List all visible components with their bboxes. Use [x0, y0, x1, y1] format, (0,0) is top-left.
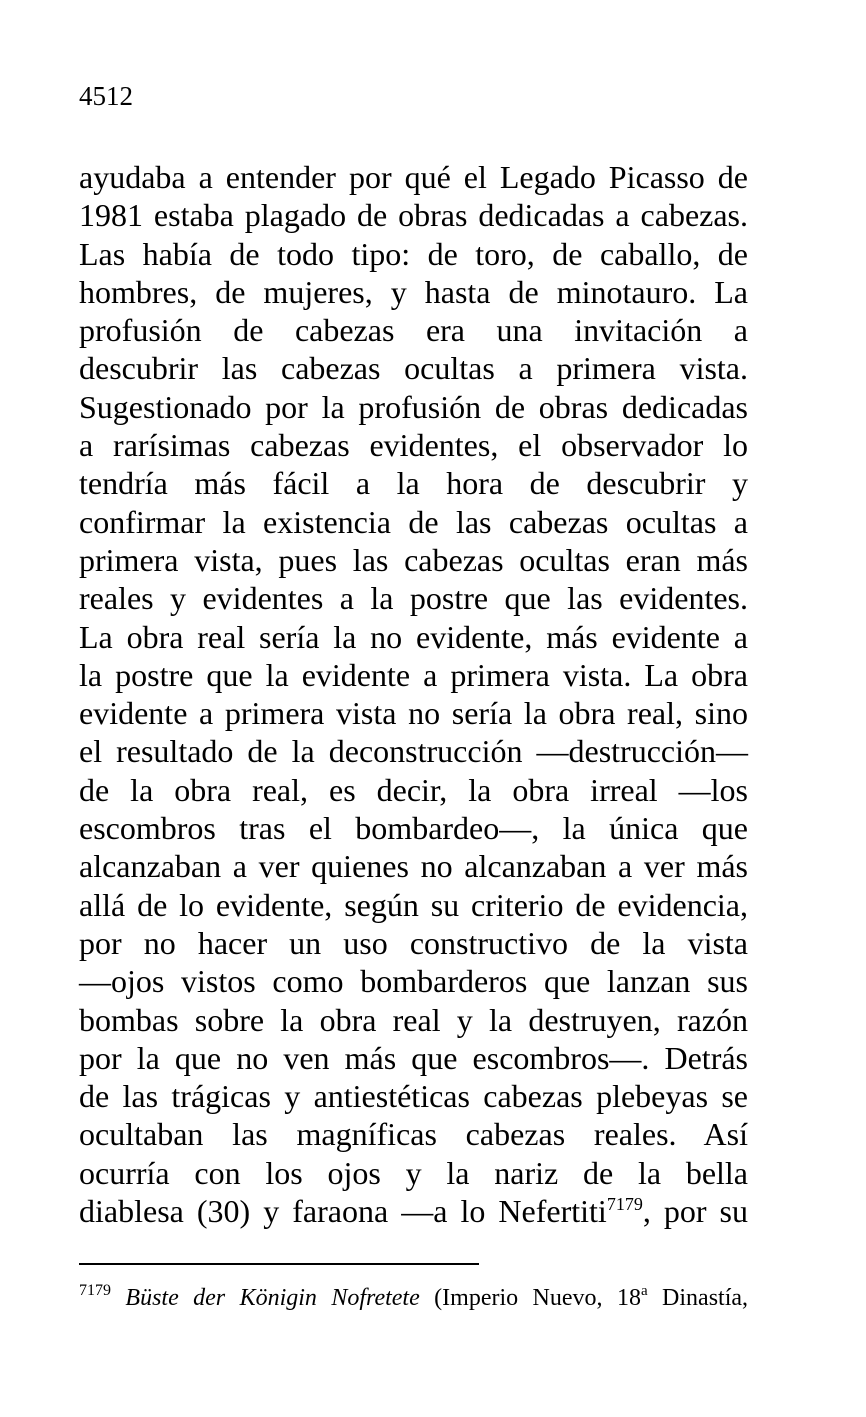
- text-line: primera vista, pues las cabezas ocultas eran más: [79, 541, 748, 578]
- text-line: 1981 estaba plagado de obras dedicadas a cabezas.: [79, 197, 748, 234]
- text-line: bombas sobre la obra real y la destruyen, razón: [79, 1001, 748, 1038]
- text-line: —ojos vistos como bombarderos que lanzan sus: [79, 963, 748, 1000]
- text-line: La obra real sería la no evidente, más evidente a: [79, 618, 748, 655]
- text-line: allá de lo evidente, según su criterio de evidencia,: [79, 886, 748, 923]
- text-line: de las trágicas y antiestéticas cabezas plebeyas se: [79, 1078, 748, 1115]
- text-line: ocurría con los ojos y la nariz de la bella: [79, 1154, 748, 1191]
- text-line: escombros tras el bombardeo—, la única que: [79, 810, 748, 847]
- text-line: alcanzaban a ver quienes no alcanzaban a ver más: [79, 848, 748, 885]
- text-line: ocultaban las magníficas cabezas reales. Así: [79, 1116, 748, 1153]
- footnote-text: Dinastía,: [647, 1285, 749, 1311]
- ordinal-indicator: a: [640, 1283, 648, 1299]
- text-line: por la que no ven más que escombros—. Detrás: [79, 1039, 748, 1076]
- text-segment: , por su: [642, 1193, 749, 1230]
- page-number: 4512: [79, 81, 133, 111]
- text-line: de la obra real, es decir, la obra irreal —los: [79, 771, 748, 808]
- footnote: [79, 1280, 748, 1316]
- body-text: [79, 158, 748, 1230]
- text-line: profusión de cabezas era una invitación a: [79, 312, 748, 349]
- text-line: por no hacer un uso constructivo de la vista: [79, 924, 748, 961]
- text-line-with-footnote-ref: [79, 1192, 748, 1230]
- text-line: el resultado de la deconstrucción —destrucción—: [79, 733, 748, 770]
- text-line: reales y evidentes a la postre que las evidentes.: [79, 580, 748, 617]
- text-segment: diablesa (30) y faraona —a lo Nefertiti: [79, 1193, 607, 1230]
- footnote-text: (Imperio Nuevo, 18: [419, 1285, 641, 1311]
- text-line: Sugestionado por la profusión de obras dedicadas: [79, 388, 748, 425]
- text-line: descubrir las cabezas ocultas a primera vista.: [79, 350, 748, 387]
- footnote-title: Büste der Königin Nofretete: [125, 1285, 420, 1311]
- text-line: confirmar la existencia de las cabezas ocultas a: [79, 503, 748, 540]
- text-line: ayudaba a entender por qué el Legado Picasso de: [79, 159, 748, 195]
- footnote-marker: 7179: [79, 1282, 111, 1299]
- text-line: tendría más fácil a la hora de descubrir y: [79, 465, 748, 502]
- text-line: hombres, de mujeres, y hasta de minotauro. La: [79, 273, 748, 310]
- text-line: Las había de todo tipo: de toro, de caballo, de: [79, 235, 748, 272]
- text-line: a rarísimas cabezas evidentes, el observador lo: [79, 427, 748, 464]
- footnote-reference[interactable]: 7179: [606, 1194, 643, 1215]
- text-line: la postre que la evidente a primera vista. La obra: [79, 656, 748, 693]
- text-line: evidente a primera vista no sería la obra real, sino: [79, 695, 748, 732]
- footnote-separator: [79, 1263, 479, 1265]
